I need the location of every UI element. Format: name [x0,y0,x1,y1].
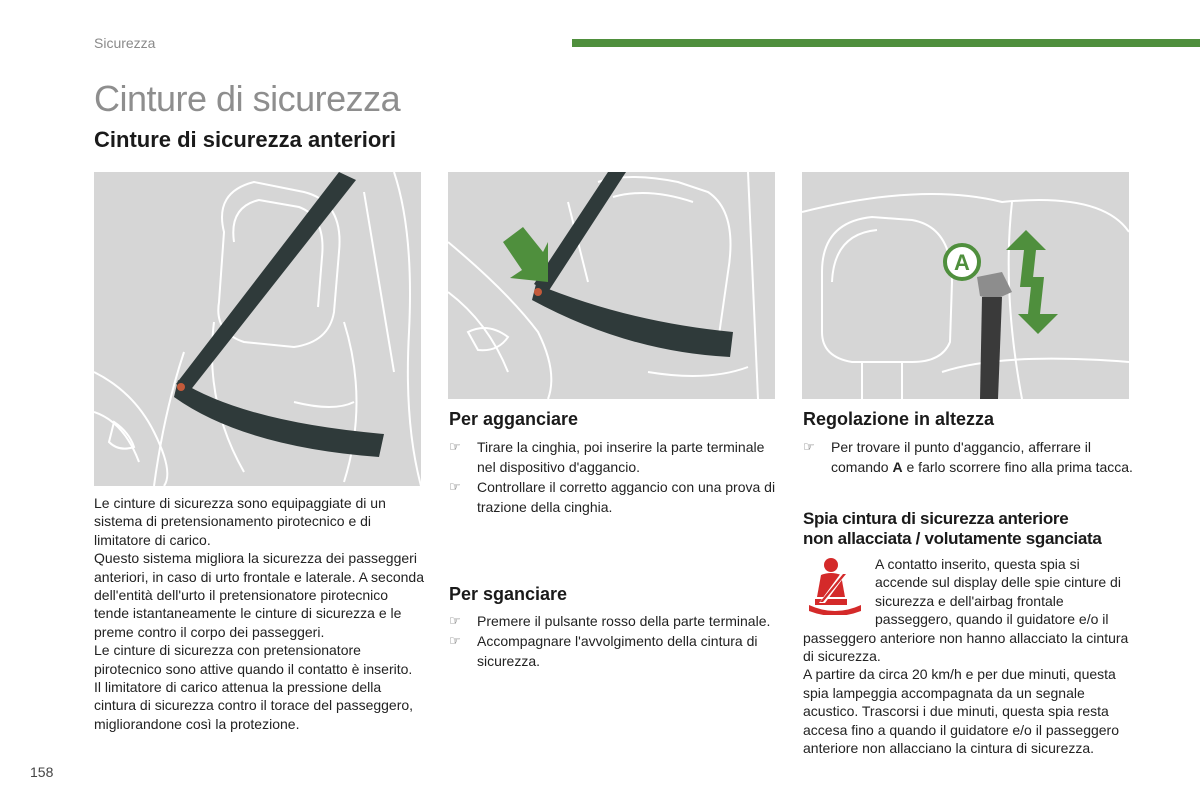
header-accent-bar [572,39,1200,47]
paragraph: Questo sistema migliora la sicurezza dei passeggeri anteriori, in caso di urto frontale e laterale. A seconda dell'entità dell'urto il pretensionatore pirotecnico tende istantaneamente le cinture di sicurezza e le preme contro il corpo dei passeggeri. [94,550,424,640]
buckle-heading: Per agganciare [449,409,579,429]
warning-lamp-heading [803,509,1143,549]
height-adjust-steps [803,437,1133,477]
seatbelt-warning-icon [807,555,867,619]
pointing-hand-icon: ☞ [803,439,815,454]
marker-a-icon [945,245,979,279]
pointing-hand-icon: ☞ [449,479,461,494]
marker-a-label: A [954,250,970,275]
heading-line: Spia cintura di sicurezza anteriore [803,509,1069,528]
warning-lamp-description [803,555,1133,757]
height-adjustment-illustration [802,172,1129,399]
buckling-illustration [448,172,775,399]
unbuckle-steps [449,611,779,671]
list-item: ☞ Accompagnare l'avvolgimento della cintura di sicurezza. [449,633,758,669]
buckle-steps [449,437,779,517]
pointing-hand-icon: ☞ [449,633,461,648]
paragraph: Le cinture di sicurezza con pretensionatore pirotecnico sono attive quando il contatto è inserito. [94,642,413,677]
paragraph: Il limitatore di carico attenua la pressione della cintura di sicurezza contro il torace del passeggero, migliorandone così la protezione. [94,679,414,732]
list-item: ☞ Per trovare il punto d'aggancio, afferrare il comando A e farlo scorrere fino alla prima tacca. [803,439,1133,475]
height-adjust-heading: Regolazione in altezza [803,409,995,429]
list-item: ☞ Premere il pulsante rosso della parte terminale. [449,613,771,629]
section-label: Sicurezza [94,35,156,51]
unbuckle-heading: Per sganciare [449,584,568,604]
seat-belt-illustration [94,172,421,486]
heading-line: non allacciata / volutamente sganciata [803,529,1102,548]
list-item: ☞ Tirare la cinghia, poi inserire la parte terminale nel dispositivo d'aggancio. [449,439,765,475]
page-title: Cinture di sicurezza [94,78,401,119]
pointing-hand-icon: ☞ [449,613,461,628]
paragraph: A partire da circa 20 km/h e per due minuti, questa spia lampeggia accompagnata da un segnale acustico. Trascorsi i due minuti, questa spia resta accesa fino a quando il guidatore e/o il passeggero anteriore non allacciano la cintura di sicurezza. [803,666,1119,757]
page-number: 158 [30,764,54,780]
pointing-hand-icon: ☞ [449,439,461,454]
paragraph: A contatto inserito, questa spia si accende sul display delle spie cinture di sicurezza e dell'airbag frontale passeggero, quando il guidatore e/o il passeggero anteriore non hanno allacciato la cintura di sicurezza. [803,556,1129,665]
pretensioner-description [94,494,424,733]
list-item: ☞ Controllare il corretto aggancio con una prova di trazione della cinghia. [449,479,776,515]
paragraph: Le cinture di sicurezza sono equipaggiate di un sistema di pretensionamento pirotecnico e di limitatore di carico. [94,495,386,548]
section-subtitle: Cinture di sicurezza anteriori [94,127,396,152]
